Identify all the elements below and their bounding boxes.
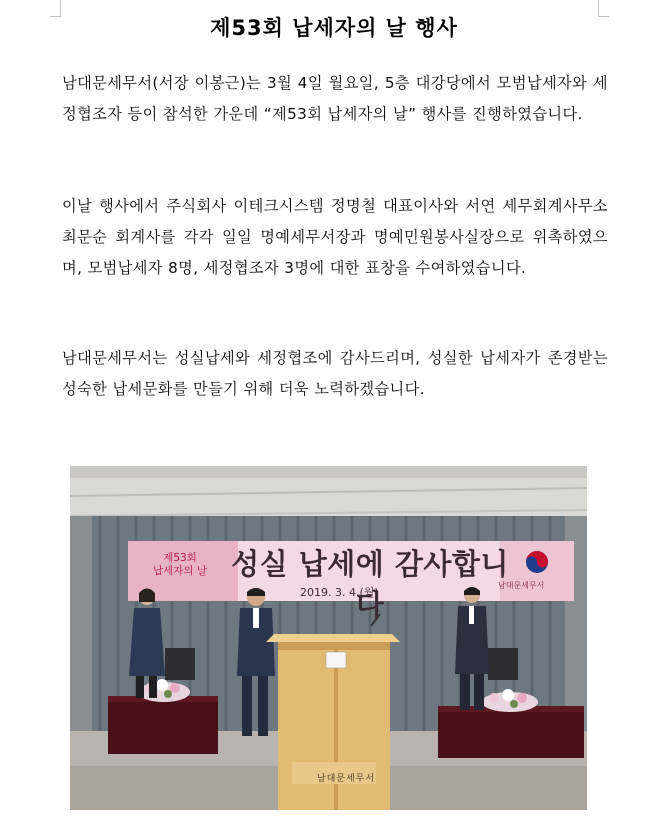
event-photo-scene: [70, 466, 587, 810]
document-title: 제53회 납세자의 날 행사: [210, 16, 458, 40]
banner-headline: 성실 납세에 감사합니다: [231, 547, 509, 622]
paragraph-2: 이날 행사에서 주식회사 이테크시스템 정명철 대표이사와 서연 세무회계사무소 최문순 회계사를 각각 일일 명예세무서장과 명예민원봉사실장으로 위촉하였으며, 모범납세자 8명, 세정협조자 3명에 대한 표창을 수여하였습니다.: [62, 197, 608, 277]
banner-event-name-text: 납세자의 날: [152, 565, 208, 577]
banner-edition-text: 제53회: [163, 552, 197, 564]
banner-org-name: 남대문세무서: [498, 581, 545, 590]
paragraph-3: 남대문세무서는 성실납세와 세정협조에 감사드리며, 성실한 납세자가 존경받는 성숙한 납세문화를 만들기 위해 더욱 노력하겠습니다.: [62, 349, 608, 398]
taegeuk-emblem-icon: [526, 551, 548, 573]
event-photo: [70, 466, 587, 810]
paragraph-1: 남대문세무서(서장 이봉근)는 3월 4일 월요일, 5층 대강당에서 모범납세자와 세정협조자 등이 참석한 가운데 “제53회 납세자의 날” 행사를 진행하였습니다.: [62, 74, 608, 123]
podium-label: 남대문세무서: [316, 774, 376, 784]
banner-date: 2019. 3. 4.(월): [300, 586, 379, 599]
